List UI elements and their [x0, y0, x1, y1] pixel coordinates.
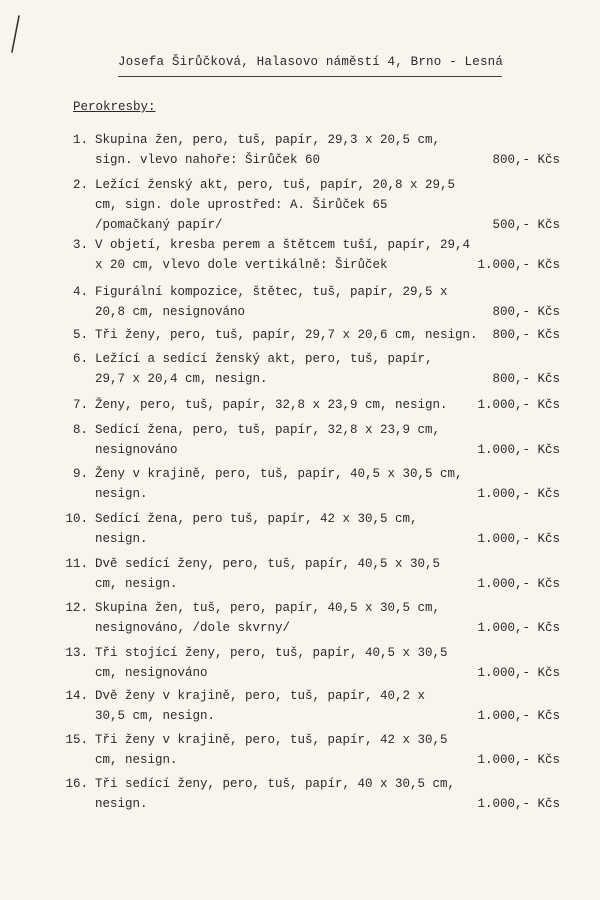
item-description-line: 30,5 cm, nesign. — [95, 709, 216, 723]
item-description-line: x 20 cm, vlevo dole vertikálně: Širůček — [95, 258, 388, 272]
item-description-line: 29,7 x 20,4 cm, nesign. — [95, 372, 268, 386]
item-price: 800,- Kčs — [492, 372, 560, 386]
item-price: 1.000,- Kčs — [477, 621, 560, 635]
item-price: 1.000,- Kčs — [477, 398, 560, 412]
item-number: 15. — [65, 733, 88, 747]
item-description-line: cm, sign. dole uprostřed: A. Širůček 65 — [95, 198, 388, 212]
item-description-line: nesign. — [95, 797, 148, 811]
item-price: 800,- Kčs — [492, 305, 560, 319]
item-description-line: Ženy, pero, tuš, papír, 32,8 x 23,9 cm, nesign. — [95, 398, 448, 412]
item-description-line: nesign. — [95, 532, 148, 546]
item-description-line: cm, nesign. — [95, 753, 178, 767]
item-number: 4. — [72, 285, 88, 299]
item-description-line: nesignováno — [95, 443, 178, 457]
item-description-line: Dvě sedící ženy, pero, tuš, papír, 40,5 x 30,5 — [95, 557, 441, 571]
item-description-line: Tři stojící ženy, pero, tuš, papír, 40,5 x 30,5 — [95, 646, 448, 660]
item-description-line: nesignováno, /dole skvrny/ — [95, 621, 291, 635]
item-number: 5. — [72, 328, 88, 342]
item-number: 16. — [65, 777, 88, 791]
item-price: 1.000,- Kčs — [477, 532, 560, 546]
item-number: 10. — [65, 512, 88, 526]
item-price: 1.000,- Kčs — [477, 577, 560, 591]
item-description-line: cm, nesignováno — [95, 666, 208, 680]
item-number: 7. — [72, 398, 88, 412]
item-price: 800,- Kčs — [492, 153, 560, 167]
item-description-line: Sedící žena, pero tuš, papír, 42 x 30,5 cm, — [95, 512, 418, 526]
item-description-line: Tři ženy v krajině, pero, tuš, papír, 42 x 30,5 — [95, 733, 448, 747]
item-price: 1.000,- Kčs — [477, 797, 560, 811]
item-number: 9. — [72, 467, 88, 481]
handwritten-mark — [8, 14, 22, 54]
item-number: 1. — [72, 133, 88, 147]
item-price: 1.000,- Kčs — [477, 487, 560, 501]
item-description-line: Dvě ženy v krajině, pero, tuš, papír, 40,2 x — [95, 689, 426, 703]
item-description-line: Sedící žena, pero, tuš, papír, 32,8 x 23,9 cm, — [95, 423, 441, 437]
item-price: 1.000,- Kčs — [477, 443, 560, 457]
item-price: 500,- Kčs — [492, 218, 560, 232]
item-description-line: Skupina žen, pero, tuš, papír, 29,3 x 20,5 cm, — [95, 133, 441, 147]
document-header: Josefa Širůčková, Halasovo náměstí 4, Brno - Lesná — [118, 55, 504, 69]
item-description-line: 20,8 cm, nesignováno — [95, 305, 246, 319]
item-number: 14. — [65, 689, 88, 703]
section-title: Perokresby: — [73, 100, 156, 114]
item-description-line: Ležící ženský akt, pero, tuš, papír, 20,8 x 29,5 — [95, 178, 456, 192]
item-description-line: Skupina žen, tuš, pero, papír, 40,5 x 30,5 cm, — [95, 601, 441, 615]
item-description-line: Ženy v krajině, pero, tuš, papír, 40,5 x 30,5 cm, — [95, 467, 463, 481]
item-description-line: Figurální kompozice, štětec, tuš, papír, 29,5 x — [95, 285, 448, 299]
item-description-line: /pomačkaný papír/ — [95, 218, 223, 232]
item-price: 1.000,- Kčs — [477, 258, 560, 272]
item-number: 12. — [65, 601, 88, 615]
item-description-line: cm, nesign. — [95, 577, 178, 591]
item-number: 13. — [65, 646, 88, 660]
item-description-line: Ležící a sedící ženský akt, pero, tuš, papír, — [95, 352, 433, 366]
item-price: 800,- Kčs — [492, 328, 560, 342]
item-number: 6. — [72, 352, 88, 366]
item-number: 11. — [65, 557, 88, 571]
header-underline — [118, 76, 502, 77]
item-description-line: Tři sedící ženy, pero, tuš, papír, 40 x 30,5 cm, — [95, 777, 456, 791]
item-description-line: sign. vlevo nahoře: Širůček 60 — [95, 153, 321, 167]
item-number: 3. — [72, 238, 88, 252]
item-price: 1.000,- Kčs — [477, 753, 560, 767]
item-description-line: nesign. — [95, 487, 148, 501]
item-description-line: Tři ženy, pero, tuš, papír, 29,7 x 20,6 cm, nesign. — [95, 328, 478, 342]
item-description-line: V objetí, kresba perem a štětcem tuší, papír, 29,4 — [95, 238, 471, 252]
item-price: 1.000,- Kčs — [477, 666, 560, 680]
item-number: 8. — [72, 423, 88, 437]
item-number: 2. — [72, 178, 88, 192]
item-price: 1.000,- Kčs — [477, 709, 560, 723]
